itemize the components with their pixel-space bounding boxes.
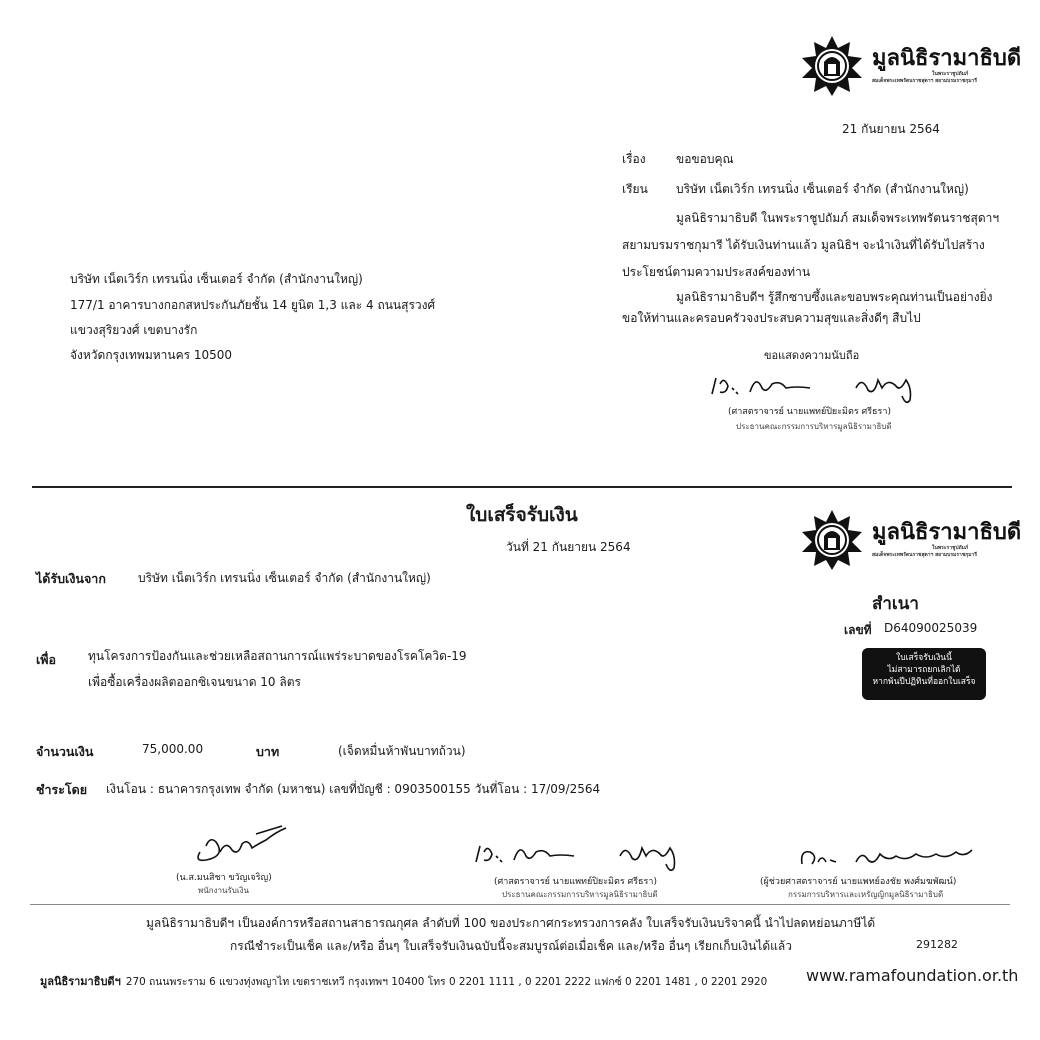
address-line: แขวงสุริยวงศ์ เขตบางรัก [70,323,198,337]
logo-name: มูลนิธิรามาธิบดี [872,520,1022,545]
notice-line: ใบเสร็จรับเงินนี้ [896,653,952,663]
notice-line: ไม่สามารถยกเลิกได้ [887,665,961,675]
letter-to: บริษัท เน็ตเวิร์ก เทรนนิ่ง เซ็นเตอร์ จำกัด (สำนักงานใหญ่) [676,182,969,196]
foundation-logo-receipt [800,508,1021,572]
purpose-label: เพื่อ [36,652,57,667]
foundation-emblem-icon [800,508,864,572]
receipt-title: ใบเสร็จรับเงิน [466,504,578,526]
letter-subject: ขอขอบคุณ [676,152,734,166]
paid-by: เงินโอน : ธนาคารกรุงเทพ จำกัด (มหาชน) เลขที่บัญชี : 0903500155 วันที่โอน : 17/09/2564 [106,782,601,796]
receipt-number-label: เลขที่ [844,623,872,637]
footer-org: มูลนิธิรามาธิบดีฯ [40,975,121,988]
logo-name: มูลนิธิรามาธิบดี [872,46,1022,71]
foundation-logo-top [800,34,1021,98]
footer-website-link[interactable]: www.ramafoundation.or.th [806,966,1019,985]
letter-subject-label: เรื่อง [622,152,646,166]
receipt-serial: 291282 [916,938,958,951]
amount-label: จำนวนเงิน [36,744,94,759]
notice-line: หากพ้นปีปฏิทินที่ออกใบเสร็จ [872,677,976,687]
address-line: จังหวัดกรุงเทพมหานคร 10500 [70,348,233,362]
tax-note-2: กรณีชำระเป็นเช็ค และ/หรือ อื่นๆ ใบเสร็จรับเงินฉบับนี้จะสมบูรณ์ต่อเมื่อเช็ค และ/หรือ อื่นๆ เรียกเก็บเงินได้แล้ว [230,939,792,953]
letter-body-line: มูลนิธิรามาธิบดีฯ รู้สึกซาบซึ้งและขอบพระคุณท่านเป็นอย่างยิ่ง [676,290,993,304]
cashier-signature [186,822,296,866]
letter-to-label: เรียน [622,182,648,196]
letter-body-line: สยามบรมราชกุมารี ได้รับเงินท่านแล้ว มูลนิธิฯ จะนำเงินที่ได้รับไปสร้าง [622,238,985,252]
logo-sub2: สมเด็จพระเทพรัตนราชสุดาฯ สยามบรมราชกุมารี [872,78,978,84]
amount-value: 75,000.00 [142,742,204,756]
footer-address-text: 270 ถนนพระราม 6 แขวงทุ่งพญาไท เขตราชเทวี กรุงเทพฯ 10400 โทร 0 2201 1111 , 0 2201 2222 แฟกซ์ 0 2201 1481 , 0 2201 2920 [125,976,768,988]
president-name: (ศาสตราจารย์ นายแพทย์ปิยะมิตร ศรีธรา) [494,877,657,887]
receipt-date: วันที่ 21 กันยายน 2564 [506,540,631,554]
cashier-title: พนักงานรับเงิน [198,886,249,895]
treasurer-name: (ผู้ช่วยศาสตราจารย์ นายแพทย์องชัย พงศ์มฆพัฒน์) [760,877,957,887]
treasurer-title: กรรมการบริหารและเหรัญญิกมูลนิธิรามาธิบดี [788,890,944,899]
footer-address [40,970,767,990]
letter-signer-title: ประธานคณะกรรมการบริหารมูลนิธิรามาธิบดี [736,422,892,431]
footer-rule [30,904,1010,905]
letter-signer-name: (ศาสตราจารย์ นายแพทย์ปิยะมิตร ศรีธรา) [728,407,891,417]
logo-sub2: สมเด็จพระเทพรัตนราชสุดาฯ สยามบรมราชกุมารี [872,552,978,558]
cashier-name: (น.ส.มนสิชา ขวัญเจริญ) [176,873,272,883]
logo-sub1: ในพระราชูปถัมภ์ [932,545,969,551]
logo-sub1: ในพระราชูปถัมภ์ [932,71,969,77]
foundation-emblem-icon [800,34,864,98]
non-cancellable-notice [862,648,986,700]
letter-body-line: มูลนิธิรามาธิบดี ในพระราชูปถัมภ์ สมเด็จพระเทพรัตนราชสุดาฯ [676,211,1000,225]
letter-closing: ขอแสดงความนับถือ [764,349,860,362]
president-signature [706,366,936,406]
received-from: บริษัท เน็ตเวิร์ก เทรนนิ่ง เซ็นเตอร์ จำกัด (สำนักงานใหญ่) [138,571,431,585]
treasurer-signature [796,842,986,872]
address-line: 177/1 อาคารบางกอกสหประกันภัยชั้น 14 ยูนิต 1,3 และ 4 ถนนสุรวงศ์ [70,298,436,312]
president-title: ประธานคณะกรรมการบริหารมูลนิธิรามาธิบดี [502,890,658,899]
section-divider [32,486,1012,488]
receipt-number: D64090025039 [884,621,978,635]
address-line: บริษัท เน็ตเวิร์ก เทรนนิ่ง เซ็นเตอร์ จำกัด (สำนักงานใหญ่) [70,272,363,286]
received-from-label: ได้รับเงินจาก [36,571,106,586]
amount-words: (เจ็ดหมื่นห้าพันบาทถ้วน) [338,744,466,758]
tax-note-1: มูลนิธิรามาธิบดีฯ เป็นองค์การหรือสถานสาธารณกุศล ลำดับที่ 100 ของประกาศกระทรวงการคลัง ใบเสร็จรับเงินบริจาคนี้ นำไปลดหย่อนภาษีได้ [146,916,876,930]
copy-label: สำเนา [872,594,919,614]
paid-by-label: ชำระโดย [36,782,88,797]
purpose-line: เพื่อซื้อเครื่องผลิตออกซิเจนขนาด 10 ลิตร [88,675,301,689]
letter-body-line: ขอให้ท่านและครอบครัวจงประสบความสุขและสิ่งดีๆ สืบไป [622,311,921,325]
president-signature [470,834,700,874]
currency-label: บาท [256,744,280,759]
letter-body-line: ประโยชน์ตามความประสงค์ของท่าน [622,265,811,279]
letter-date: 21 กันยายน 2564 [842,122,940,136]
purpose-line: ทุนโครงการป้องกันและช่วยเหลือสถานการณ์แพร่ระบาดของโรคโควิด-19 [88,649,467,663]
